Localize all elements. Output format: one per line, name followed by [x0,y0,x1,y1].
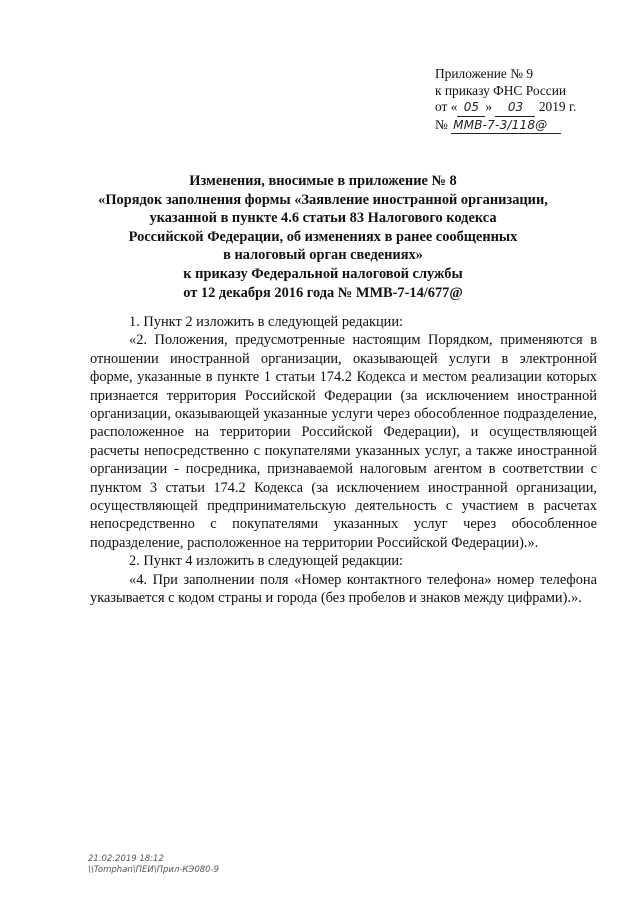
approval-appendix-line: Приложение № 9 [435,66,534,81]
heading-line: Российской Федерации, об изменениях в ранее сообщенных [128,228,518,245]
file-footer [88,854,219,876]
paragraph-item-1: 1. Пункт 2 изложить в следующей редакции: [129,314,404,330]
heading-line: «Порядок заполнения формы «Заявление иностранной организации, [98,191,548,208]
paragraph-point-2-text: «2. Положения, предусмотренные настоящим Порядком, применяются в отношении иностранной организации, оказывающей услуги в электронной форме, указанные в пункте 1 статьи 174.2 Кодекса и местом реализации которых признается территория Российской Федерации (за исключением иностранной организации, оказывающей указанные услуги через обособленное подразделение, расположенное на территории Российской Федерации), и осуществляющей расчеты непосредственно с покупателями указанных услуг, а также иностранной организации - посредника, признаваемой налоговым агентом в соответствии с пунктом 3 статьи 174.2 Кодекса (за исключением иностранной организации, осуществляющей предпринимательскую деятельность с участием в расчетах непосредственно с покупателями указанных услуг через обособленное подразделение, расположенное на территории Российской Федерации).». [90,332,597,551]
heading-line: Изменения, вносимые в приложение № 8 [189,173,457,189]
footer-file-path: \\Tomphan\ПЕИ\Прил-КЭ080-9 [88,865,220,875]
number-prefix: № [435,116,448,132]
heading-line: к приказу Федеральной налоговой службы [183,265,463,282]
approval-number-line [435,117,615,135]
order-number-handwritten: ММВ-7-3/118@ [451,117,561,135]
heading-line: от 12 декабря 2016 года № ММВ-7-14/677@ [183,284,463,301]
date-month-handwritten: 03 [495,99,535,117]
date-mid: » [485,99,493,114]
heading-line: указанной в пункте 4.6 статьи 83 Налогового кодекса [149,210,497,227]
approval-block [435,66,615,134]
paragraph-item-2: 2. Пункт 4 изложить в следующей редакции: [129,553,404,570]
document-heading [80,172,566,302]
document-body [90,313,597,608]
footer-timestamp: 21.02.2019 18:12 [88,854,164,864]
paragraph-point-4-text: «4. При заполнении поля «Номер контактного телефона» номер телефона указывается с кодом страны и города (без пробелов и знаков между цифрами).». [90,571,597,607]
approval-order-line: к приказу ФНС России [435,82,567,98]
heading-line: в налоговый орган сведениях» [223,247,423,264]
approval-date-line [435,99,615,117]
date-day-handwritten: 05 [457,99,485,117]
date-prefix: от « [435,99,458,114]
date-year: 2019 г. [538,99,577,114]
